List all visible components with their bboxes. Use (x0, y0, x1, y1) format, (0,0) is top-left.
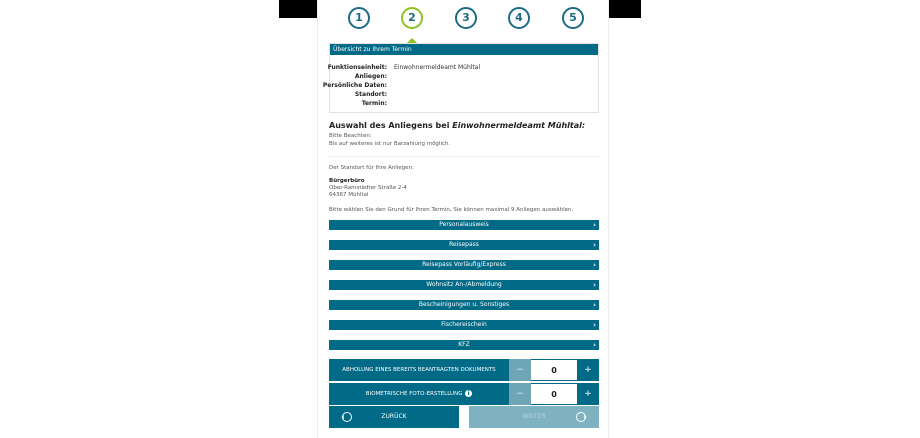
chevron-right-icon: › (593, 341, 596, 349)
category-button-personalausweis[interactable] (329, 220, 599, 230)
location-city: 64367 Mühltal (329, 192, 369, 198)
category-label: Reisepass Vorläufig/Express (422, 261, 506, 268)
selection-instruction: Bitte wählen Sie den Grund für Ihren Termin, Sie können maximal 9 Anliegen auswählen. (329, 207, 574, 213)
category-label: Fischereischein (441, 321, 487, 328)
category-label: Reisepass (449, 241, 479, 248)
overview-title: Übersicht zu Ihrem Termin (330, 44, 598, 55)
decrement-button[interactable]: − (509, 383, 531, 405)
next-button-label: WEITER (522, 413, 546, 420)
page-title-office: Einwohnermeldeamt Mühltal: (452, 121, 586, 130)
location-street: Ober-Ramstädter Straße 2-4 (329, 185, 407, 191)
category-button-fischereischein[interactable] (329, 320, 599, 330)
chevron-right-icon: › (593, 321, 596, 329)
overview-key: Standort: (354, 91, 387, 98)
step-3[interactable]: 3 (455, 7, 477, 29)
chevron-right-icon: › (593, 261, 596, 269)
category-label: Bescheinigungen u. Sonstiges (418, 301, 510, 308)
category-button-wohnsitz[interactable] (329, 280, 599, 290)
back-button-label: ZURÜCK (381, 413, 407, 420)
page-title-prefix: Auswahl des Anliegens bei (329, 121, 453, 130)
step-4[interactable]: 4 (508, 7, 530, 29)
increment-button[interactable]: + (577, 359, 599, 381)
increment-button[interactable]: + (577, 383, 599, 405)
back-button[interactable] (329, 406, 459, 428)
location-intro: Der Standort für Ihre Anliegen: (329, 165, 414, 171)
service-counter-foto (329, 383, 599, 405)
category-label: Personalausweis (439, 221, 489, 228)
category-label: Wohnsitz An-/Abmeldung (426, 281, 502, 288)
counter-label-text: BIOMETRISCHE FOTO-ERSTELLUNG (365, 391, 463, 397)
overview-key: Anliegen: (354, 73, 387, 80)
notice-text: Bis auf weiteres ist nur Barzahlung möglich. (329, 141, 451, 147)
overview-row (330, 72, 598, 81)
category-button-kfz[interactable] (329, 340, 599, 350)
divider (329, 156, 599, 157)
arrow-right-circle-icon (575, 411, 587, 423)
overview-row (330, 99, 598, 108)
overview-row (322, 81, 598, 90)
decrement-button[interactable]: − (509, 359, 531, 381)
step-5[interactable]: 5 (562, 7, 584, 29)
appointment-overview (322, 43, 599, 113)
quantity-value: 0 (531, 383, 577, 405)
quantity-value: 0 (531, 359, 577, 381)
overview-key: Funktionseinheit: (327, 64, 387, 71)
location-name: Bürgerbüro (329, 178, 365, 184)
service-counter-abholung (329, 359, 599, 381)
counter-label (329, 383, 509, 405)
step-1[interactable]: 1 (348, 7, 370, 29)
chevron-right-icon: › (593, 301, 596, 309)
chevron-right-icon: › (593, 281, 596, 289)
step-indicator (318, 0, 608, 40)
counter-label: ABHOLUNG EINES BEREITS BEANTRAGTEN DOKUMENTS (342, 367, 496, 373)
page-title (329, 121, 585, 130)
overview-key: Termin: (361, 100, 387, 107)
category-label: KFZ (458, 341, 470, 348)
overview-key: Persönliche Daten: (322, 82, 387, 89)
chevron-right-icon: › (593, 221, 596, 229)
category-button-reisepass-express[interactable] (329, 260, 599, 270)
next-button[interactable] (469, 406, 599, 428)
category-button-reisepass[interactable] (329, 240, 599, 250)
step-2[interactable]: 2 (401, 7, 423, 29)
info-icon[interactable]: i (465, 390, 472, 397)
overview-row (327, 63, 598, 72)
chevron-right-icon: › (593, 241, 596, 249)
overview-value: Einwohnermeldeamt Mühltal (394, 64, 481, 71)
notice-label: Bitte Beachten: (329, 133, 372, 139)
appointment-panel (317, 0, 609, 438)
category-button-bescheinigungen[interactable] (329, 300, 599, 310)
overview-row (330, 90, 598, 99)
